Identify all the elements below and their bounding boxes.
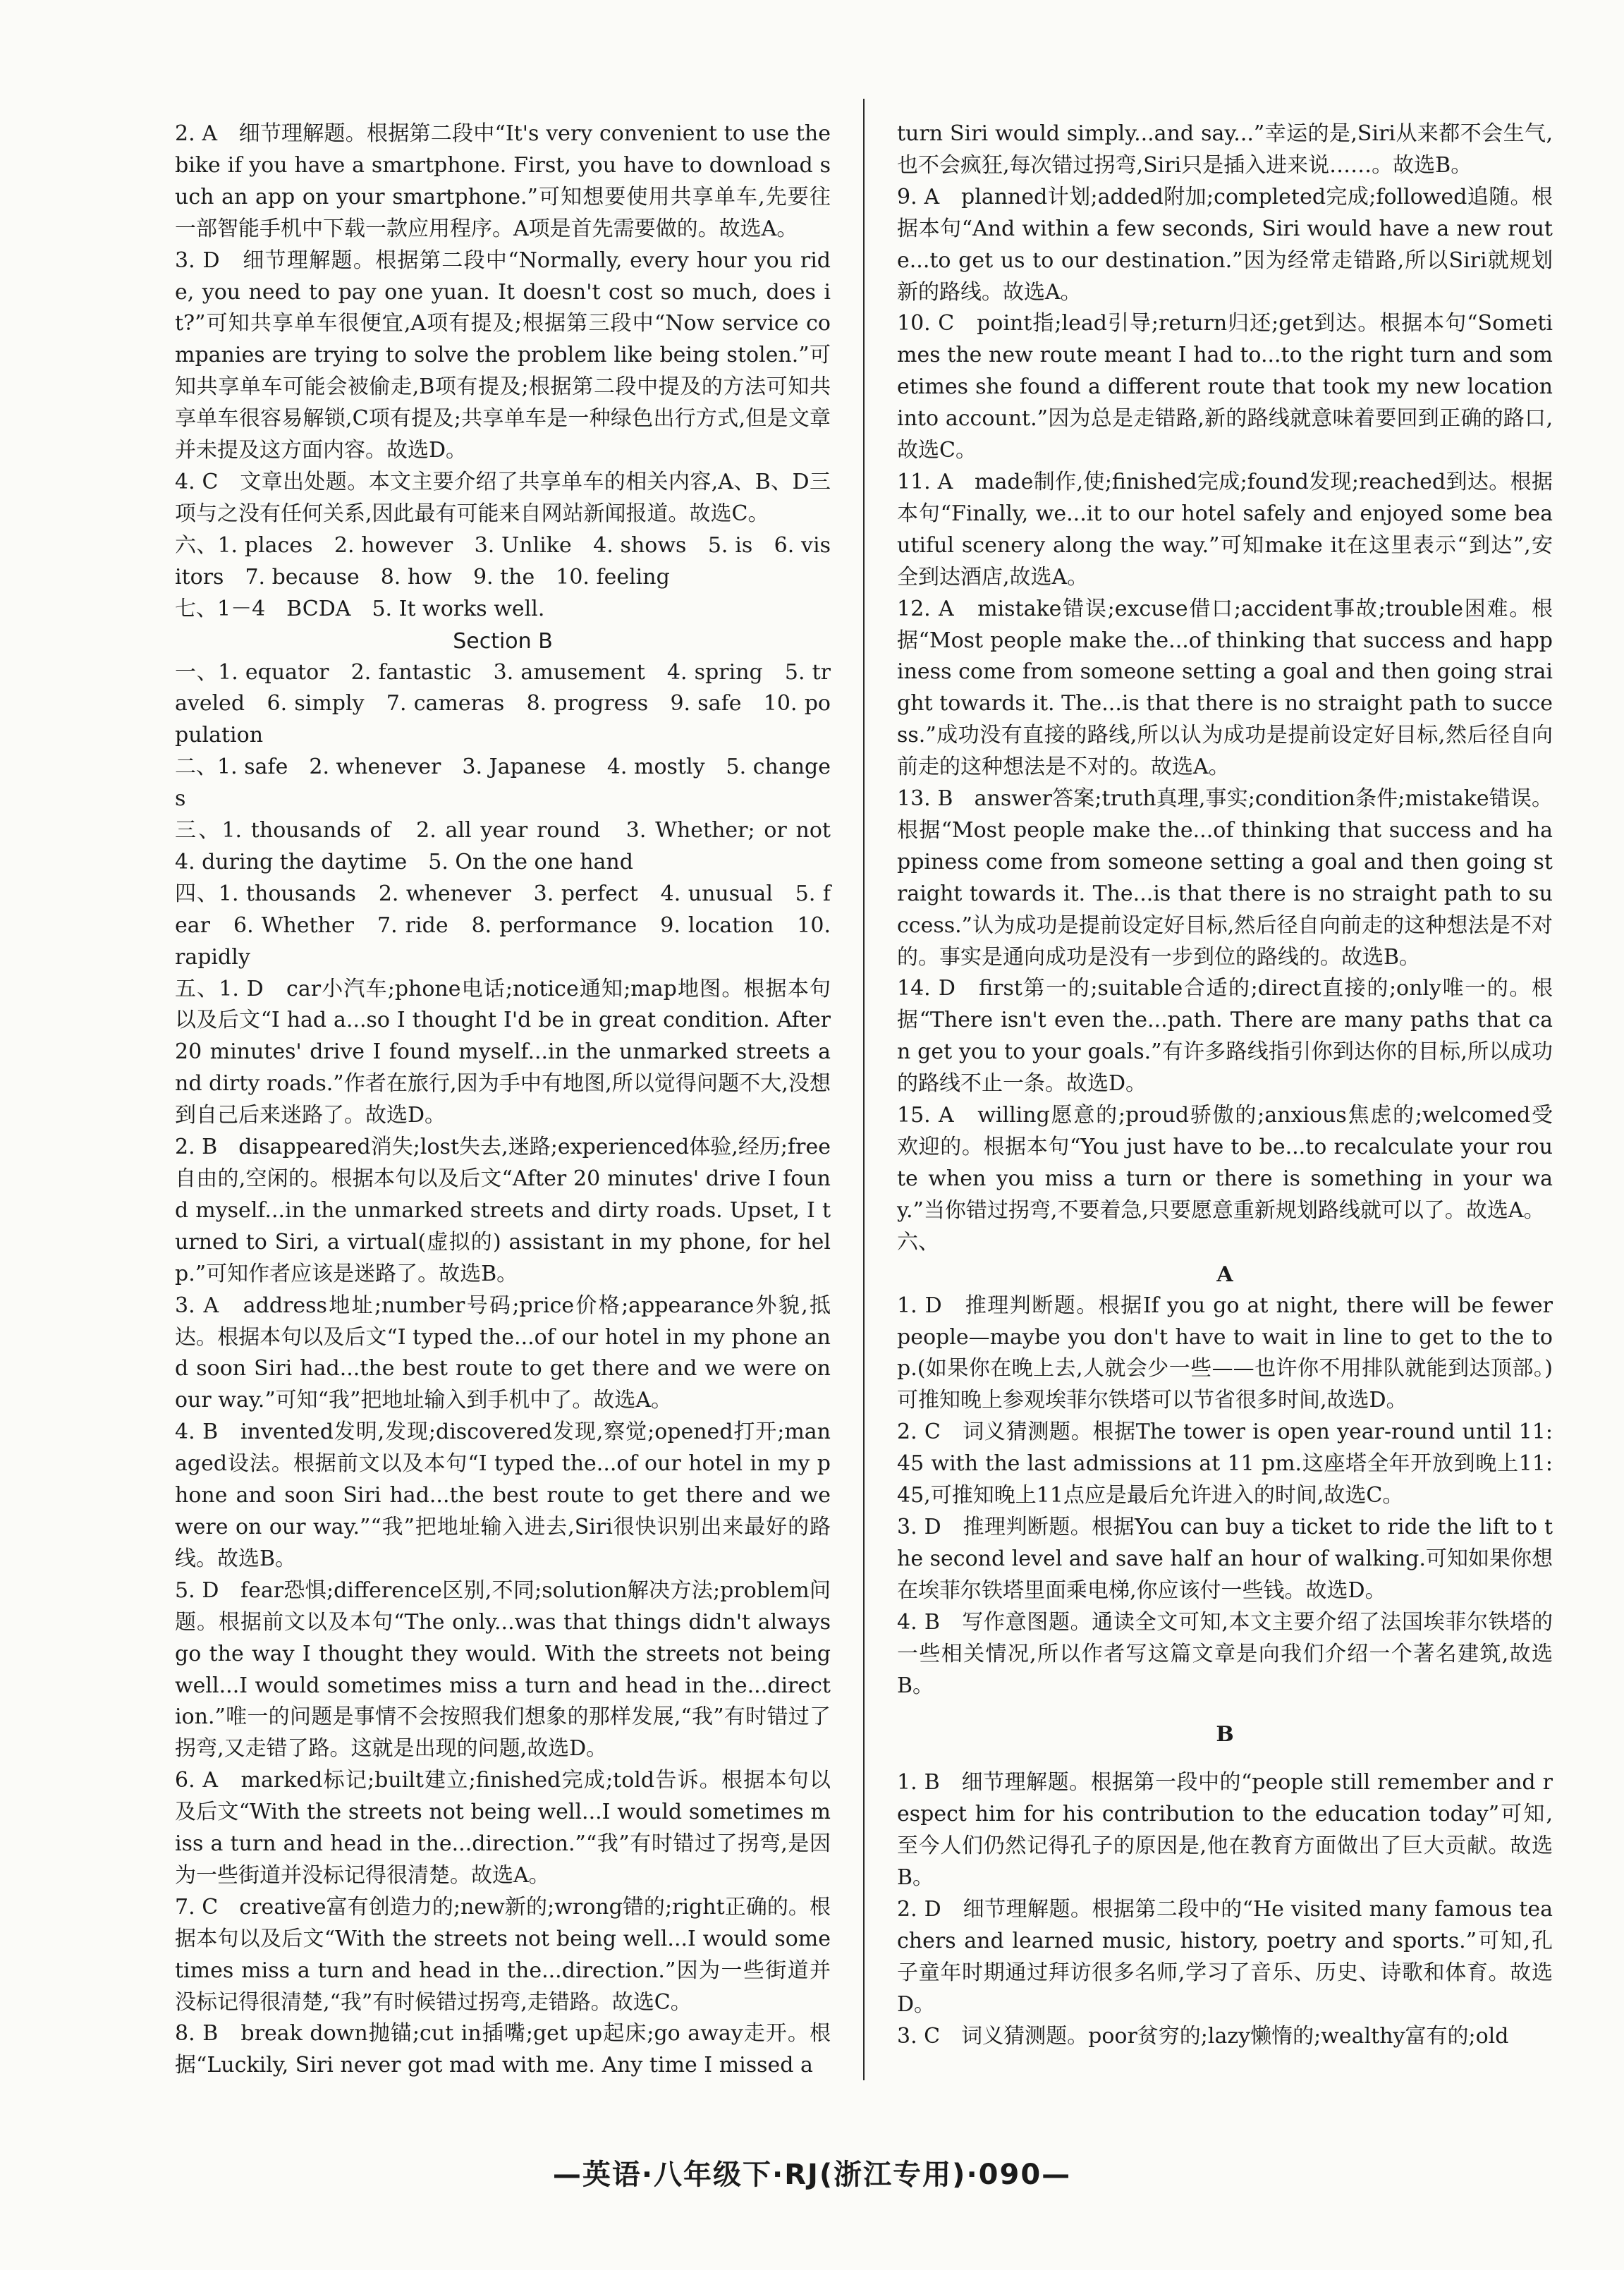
cloze-12: 12. A mistake错误;excuse借口;accident事故;trouble困难。根据“Most people make the...of thinking that success and happiness come from someone setting a goal and then going straight towards it. The...is that there is no straight path to success.”成功没有直接的路线,所以认为成功是提前设定好目标,然后径自向前走的这种想法是不对的。故选A。 <box>897 596 1553 780</box>
section-seven-answers: 七、1－4 BCDA 5. It works well. <box>175 596 545 621</box>
passage-b-heading: B <box>1216 1722 1234 1747</box>
cloze-8-cont: turn Siri would simply...and say...”幸运的是,Siri从来都不会生气,也不会疯狂,每次错过拐弯,Siri只是插入进来说……。故选B。 <box>897 121 1553 178</box>
column-divider <box>863 99 865 2080</box>
b-part-two: 二、1. safe 2. whenever 3. Japanese 4. mostly 5. changes <box>175 755 831 812</box>
reading-a-2: 2. C 词义猜测题。根据The tower is open year-round until 11:45 with the last admissions at 11 pm.这座塔全年开放到晚上11:45,可推知晚上11点应是最后允许进入的时间,故选C。 <box>897 1420 1553 1508</box>
section-six-answers: 六、1. places 2. however 3. Unlike 4. shows 5. is 6. visitors 7. because 8. how 9. the 10. feeling <box>175 532 831 590</box>
reading-b-3: 3. C 词义猜测题。poor贫穷的;lazy懒惰的;wealthy富有的;old <box>897 2023 1509 2049</box>
cloze-9: 9. A planned计划;added附加;completed完成;followed追随。根据本句“And within a few seconds, Siri would have a new route...to get us to our destination.”因为经常走错路,所以Siri就规划新的路线。故选A。 <box>897 184 1553 305</box>
reading-section-label: 六、 <box>897 1229 939 1255</box>
b-part-three: 三、1. thousands of 2. all year round 3. Whether; or not 4. during the daytime 5. On the one hand <box>175 818 852 874</box>
answer-3: 3. D 细节理解题。根据第二段中“Normally, every hour you ride, you need to pay one yuan. It doesn't cost so much, does it?”可知共享单车很便宜,A项有提及;根据第三段中“Now service companies are trying to solve the problem like being stolen.”可知共享单车可能会被偷走,B项有提及;根据第二段中提及的方法可知共享单车很容易解锁,C项有提及;共享单车是一种绿色出行方式,但是文章并未提及这方面内容。故选D。 <box>175 248 831 463</box>
reading-a-3: 3. D 推理判断题。根据You can buy a ticket to ride the lift to the second level and save half an hour of walking.可知如果你想在埃菲尔铁塔里面乘电梯,你应该付一些钱。故选D。 <box>897 1514 1553 1603</box>
right-column <box>897 118 1553 2053</box>
answer-2: 2. A 细节理解题。根据第二段中“It's very convenient to use the bike if you have a smartphone. First, you have to download such an app on your smartphone.”可知想要使用共享单车,先要往一部智能手机中下载一款应用程序。A项是首先需要做的。故选A。 <box>175 121 831 241</box>
cloze-14: 14. D first第一的;suitable合适的;direct直接的;only唯一的。根据“There isn't even the...path. There are many paths that can get you to your goals.”有许多路线指引你到达你的目标,所以成功的路线不止一条。故选D。 <box>897 976 1553 1097</box>
answer-4: 4. C 文章出处题。本文主要介绍了共享单车的相关内容,A、B、D三项与之没有任何关系,因此最有可能来自网站新闻报道。故选C。 <box>175 469 831 526</box>
cloze-2: 2. B disappeared消失;lost失去,迷路;experienced体验,经历;free自由的,空闲的。根据本句以及后文“After 20 minutes' drive I found myself...in the unmarked streets and dirty roads. Upset, I turned to Siri, a virtual(虚拟的) assistant in my phone, for help.”可知作者应该是迷路了。故选B。 <box>175 1135 831 1286</box>
cloze-11: 11. A made制作,使;finished完成;found发现;reached到达。根据本句“Finally, we...it to our hotel safely and enjoyed some beautiful scenery along the way.”可知make it在这里表示“到达”,安全到达酒店,故选A。 <box>897 469 1553 590</box>
b-part-four: 四、1. thousands 2. whenever 3. perfect 4. unusual 5. fear 6. Whether 7. ride 8. performance 9. location 10. rapidly <box>175 881 831 970</box>
cloze-1: 五、1. D car小汽车;phone电话;notice通知;map地图。根据本句以及后文“I had a...so I thought I'd be in great condition. After 20 minutes' drive I found myself...in the unmarked streets and dirty roads.”作者在旅行,因为手中有地图,所以觉得问题不大,没想到自己后来迷路了。故选D。 <box>175 976 831 1128</box>
cloze-13: 13. B answer答案;truth真理,事实;condition条件;mistake错误。根据“Most people make the...of thinking that success and happiness come from someone setting a goal and then going straight towards it. The...is that there is no straight path to success.”认为成功是提前设定好目标,然后径自向前走的这种想法是不对的。事实是通向成功是没有一步到位的路线的。故选B。 <box>897 786 1553 970</box>
cloze-15: 15. A willing愿意的;proud骄傲的;anxious焦虑的;welcomed受欢迎的。根据本句“You just have to be...to recalculate your route when you miss a turn or there is something in your way.”当你错过拐弯,不要着急,只要愿意重新规划路线就可以了。故选A。 <box>897 1103 1553 1223</box>
cloze-7: 7. C creative富有创造力的;new新的;wrong错的;right正确的。根据本句以及后文“With the streets not being well...I would sometimes miss a turn and head in the...direction.”因为一些街道并没标记得很清楚,“我”有时候错过拐弯,走错路。故选C。 <box>175 1894 831 2015</box>
cloze-4: 4. B invented发明,发现;discovered发现,察觉;opened打开;managed设法。根据前文以及本句“I typed the...of our hotel in my phone and soon Siri had...the best route to get there and we were on our way.”“我”把地址输入进去,Siri很快识别出来最好的路线。故选B。 <box>175 1420 831 1571</box>
passage-a-heading: A <box>1216 1262 1233 1287</box>
cloze-5: 5. D fear恐惧;difference区别,不同;solution解决方法;problem问题。根据前文以及本句“The only...was that things didn't always go the way I thought they would. With the streets not being well...I would sometimes miss a turn and head in the...direction.”唯一的问题是事情不会按照我们想象的那样发展,“我”有时错过了拐弯,又走错了路。这就是出现的问题,故选D。 <box>175 1578 831 1762</box>
cloze-10: 10. C point指;lead引导;return归还;get到达。根据本句“Sometimes the new route meant I had to...to the right turn and sometimes she found a different route that took my new location into account.”因为总是走错路,新的路线就意味着要回到正确的路口,故选C。 <box>897 311 1553 463</box>
reading-a-4: 4. B 写作意图题。通读全文可知,本文主要介绍了法国埃菲尔铁塔的一些相关情况,所以作者写这篇文章是向我们介绍一个著名建筑,故选B。 <box>897 1609 1553 1698</box>
section-b-heading: Section B <box>453 628 553 654</box>
cloze-3: 3. A address地址;number号码;price价格;appearance外貌,抵达。根据本句以及后文“I typed the...of our hotel in my phone and soon Siri had...the best route to get there and we were on our way.”可知“我”把地址输入到手机中了。故选A。 <box>175 1293 831 1413</box>
page-footer: —英语·八年级下·RJ(浙江专用)·090— <box>552 2159 1072 2191</box>
reading-b-1: 1. B 细节理解题。根据第一段中的“people still remember and respect him for his contribution to the education today”可知,至今人们仍然记得孔子的原因是,他在教育方面做出了巨大贡献。故选B。 <box>897 1770 1553 1891</box>
cloze-6: 6. A marked标记;built建立;finished完成;told告诉。根据本句以及后文“With the streets not being well...I would sometimes miss a turn and head in the...direction.”“我”有时错过了拐弯,是因为一些街道并没标记得很清楚。故选A。 <box>175 1768 831 1888</box>
reading-a-1: 1. D 推理判断题。根据If you go at night, there will be fewer people—maybe you don't have to wait in line to get to the top.(如果你在晚上去,人就会少一些——也许你不用排队就能到达顶部。)可推知晚上参观埃菲尔铁塔可以节省很多时间,故选D。 <box>897 1293 1553 1413</box>
cloze-8: 8. B break down抛锚;cut in插嘴;get up起床;go away走开。根据“Luckily, Siri never got mad with me. Any time I missed a <box>175 2021 831 2078</box>
reading-b-2: 2. D 细节理解题。根据第二段中的“He visited many famous teachers and learned music, history, poetry and sports.”可知,孔子童年时期通过拜访很多名师,学习了音乐、历史、诗歌和体育。故选D。 <box>897 1897 1553 2017</box>
left-column <box>175 118 852 2082</box>
b-part-one: 一、1. equator 2. fantastic 3. amusement 4. spring 5. traveled 6. simply 7. cameras 8. progress 9. safe 10. population <box>175 659 831 748</box>
